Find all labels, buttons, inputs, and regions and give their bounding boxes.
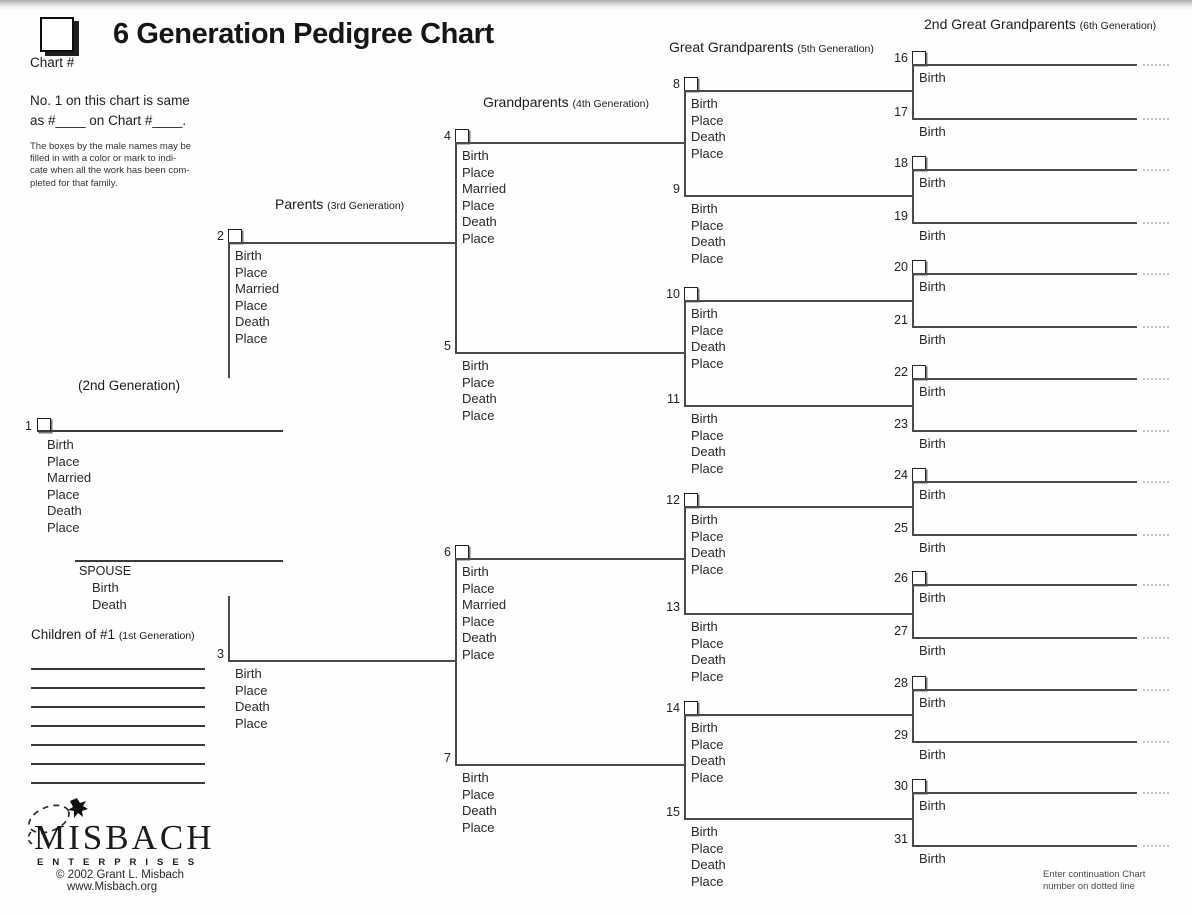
male-box-note [30,141,191,190]
ancestor-connector-line [912,65,914,119]
field-label: Place [462,197,495,213]
field-label: Birth [919,332,946,347]
field-label: Birth [462,770,489,785]
field-label: Birth [919,228,946,243]
person-24-checkbox[interactable] [912,468,926,482]
person-5-name-line[interactable] [455,352,684,354]
field-label: Birth [919,384,946,399]
person-20-continuation-dotted-line[interactable] [1143,273,1169,275]
person-15-name-line[interactable] [684,818,912,820]
field-label: Birth [691,306,718,321]
ancestor-connector-line [912,793,914,846]
person-31-fields [919,851,946,868]
person-9-number: 9 [673,182,680,196]
person-14-name-line[interactable] [684,714,912,716]
field-label: Place [691,561,724,577]
person-4-number: 4 [444,129,451,143]
field-label: Birth [235,666,262,681]
field-label: Death [691,545,726,561]
person-11-name-line[interactable] [684,405,912,407]
chart-number-label: Chart # [30,55,75,70]
person-5-number: 5 [444,339,451,353]
male-box-note-line: cate when all the work has been com- [30,165,190,177]
field-label: Death [691,444,726,460]
child-entry-line-1[interactable] [31,668,205,670]
person-14-checkbox[interactable] [684,701,698,715]
person-16-number: 16 [894,51,908,65]
ancestor-connector-line [684,301,686,406]
field-label: Place [47,486,80,502]
field-label: Place [47,519,80,535]
person-16-continuation-dotted-line[interactable] [1143,64,1169,66]
field-label: Birth [462,358,489,373]
person-29-number: 29 [894,728,908,742]
person-4-name-line[interactable] [455,142,684,144]
person-3-name-line[interactable] [228,660,455,662]
person-31-continuation-dotted-line[interactable] [1143,845,1169,847]
field-label: Death [92,596,127,612]
person-13-name-line[interactable] [684,613,912,615]
person-4-checkbox[interactable] [455,129,469,143]
person-22-continuation-dotted-line[interactable] [1143,378,1169,380]
field-label: Place [691,840,724,856]
field-label: Married [462,181,507,197]
person-16-name-line[interactable] [912,64,1137,66]
person-16-checkbox[interactable] [912,51,926,65]
person-22-fields [919,384,946,401]
ancestor-connector-line [912,274,914,327]
field-label: Married [235,281,280,297]
person-22-number: 22 [894,365,908,379]
person-20-checkbox[interactable] [912,260,926,274]
ancestor-connector-line [455,559,457,765]
person-15-fields [691,824,726,890]
field-label: Place [235,264,268,280]
continuation-note-line: number on dotted line [1043,880,1135,892]
header-grandparents: Grandparents (4th Generation) [483,94,649,110]
field-label: Place [47,453,80,469]
person-21-name-line[interactable] [912,326,1137,328]
person-19-number: 19 [894,209,908,223]
person-28-number: 28 [894,676,908,690]
person-20-name-line[interactable] [912,273,1137,275]
field-label: Place [691,322,724,338]
field-label: Death [462,803,497,819]
same-as-note-line2: as #____ on Chart #____. [30,112,187,128]
person-17-continuation-dotted-line[interactable] [1143,118,1169,120]
person-18-checkbox[interactable] [912,156,926,170]
field-label: Death [462,214,497,230]
person-31-name-line[interactable] [912,845,1137,847]
field-label: Place [235,297,268,313]
person-14-fields [691,720,726,786]
person-30-name-line[interactable] [912,792,1137,794]
field-label: Birth [919,851,946,866]
field-label: Birth [691,96,718,111]
person-4-fields [462,148,506,248]
person-12-name-line[interactable] [684,506,912,508]
field-label: Place [462,786,495,802]
person-26-name-line[interactable] [912,584,1137,586]
person-24-continuation-dotted-line[interactable] [1143,481,1169,483]
person-15-number: 15 [666,805,680,819]
person-11-number: 11 [667,392,680,406]
child-entry-line-2[interactable] [31,687,205,689]
person-18-fields [919,175,946,192]
field-label: Birth [919,175,946,190]
person-20-fields [919,279,946,296]
field-label: Death [691,339,726,355]
same-as-note-line1: No. 1 on this chart is same [30,93,190,108]
person-30-checkbox[interactable] [912,779,926,793]
field-label: Birth [462,564,489,579]
ancestor-connector-line [684,507,686,614]
continuation-note-line: Enter continuation Chart [1043,869,1146,880]
person-25-continuation-dotted-line[interactable] [1143,534,1169,536]
spouse-fields [92,580,127,613]
field-label: Place [462,819,495,835]
person-26-checkbox[interactable] [912,571,926,585]
field-label: Place [235,715,268,731]
field-label: Birth [92,580,119,595]
person-29-fields [919,747,946,764]
person-2-checkbox[interactable] [228,229,242,243]
field-label: Place [691,528,724,544]
person-13-number: 13 [666,600,680,614]
person-9-name-line[interactable] [684,195,912,197]
field-label: Place [691,217,724,233]
header-great-grandparents: Great Grandparents (5th Generation) [669,39,874,55]
field-label: Death [691,234,726,250]
field-label: Death [691,857,726,873]
field-label: Place [691,145,724,161]
child-entry-line-7[interactable] [31,782,205,784]
ancestor-connector-line [228,596,230,661]
chart-number-box[interactable] [40,17,74,52]
field-label: Death [235,699,270,715]
children-title: Children of #1 (1st Generation) [31,627,195,642]
person-27-number: 27 [894,624,908,638]
person-8-fields [691,96,726,162]
person-5-fields [462,358,497,424]
person-18-continuation-dotted-line[interactable] [1143,169,1169,171]
logo-website: www.Misbach.org [67,881,158,893]
field-label: Birth [691,512,718,527]
person-3-fields [235,666,270,732]
person-30-continuation-dotted-line[interactable] [1143,792,1169,794]
spouse-name-line[interactable] [75,560,283,562]
person-2-fields [235,248,279,348]
field-label: Place [691,427,724,443]
field-label: Birth [691,201,718,216]
person-26-continuation-dotted-line[interactable] [1143,584,1169,586]
person-2-name-line[interactable] [228,242,455,244]
ancestor-connector-line [684,715,686,819]
person-24-fields [919,487,946,504]
person-18-number: 18 [894,156,908,170]
male-box-note-line: The boxes by the male names may be [30,141,192,152]
person-2-number: 2 [217,229,224,243]
field-label: Place [691,460,724,476]
field-label: Birth [462,148,489,163]
field-label: Birth [919,540,946,555]
person-22-name-line[interactable] [912,378,1137,380]
person-21-continuation-dotted-line[interactable] [1143,326,1169,328]
child-entry-line-6[interactable] [31,763,205,765]
ancestor-connector-line [912,170,914,223]
person-30-fields [919,798,946,815]
person-26-fields [919,590,946,607]
field-label: Place [691,112,724,128]
person-28-fields [919,695,946,712]
field-label: Birth [691,824,718,839]
field-label: Place [235,330,268,346]
continuation-note [1043,869,1145,893]
field-label: Place [691,736,724,752]
field-label: Place [691,668,724,684]
person-10-number: 10 [666,287,680,301]
field-label: Birth [919,695,946,710]
person-20-number: 20 [894,260,908,274]
logo-name: MISBACH [34,818,215,857]
person-8-checkbox[interactable] [684,77,698,91]
person-3-number: 3 [217,647,224,661]
field-label: Death [691,753,726,769]
person-12-checkbox[interactable] [684,493,698,507]
person-28-continuation-dotted-line[interactable] [1143,689,1169,691]
spouse-label: SPOUSE [79,564,132,578]
field-label: Birth [919,279,946,294]
person-16-fields [919,70,946,87]
field-label: Death [691,129,726,145]
person-10-fields [691,306,726,372]
person-1-fields [47,437,91,537]
ancestor-connector-line [455,143,457,353]
person-24-number: 24 [894,468,908,482]
header-2nd-great-grandparents: 2nd Great Grandparents (6th Generation) [924,16,1157,32]
ancestor-connector-line [912,379,914,431]
field-label: Birth [691,720,718,735]
child-entry-line-3[interactable] [31,706,205,708]
person-28-checkbox[interactable] [912,676,926,690]
person-1-number: 1 [25,419,32,433]
field-label: Birth [47,437,74,452]
field-label: Birth [919,643,946,658]
person-7-number: 7 [444,751,451,765]
person-23-continuation-dotted-line[interactable] [1143,430,1169,432]
field-label: Place [462,580,495,596]
person-21-fields [919,332,946,349]
child-entry-line-4[interactable] [31,725,205,727]
field-label: Birth [919,70,946,85]
person-19-continuation-dotted-line[interactable] [1143,222,1169,224]
person-26-number: 26 [894,571,908,585]
person-6-checkbox[interactable] [455,545,469,559]
field-label: Place [691,873,724,889]
person-27-fields [919,643,946,660]
same-as-note [30,91,190,130]
ancestor-connector-line [912,482,914,535]
field-label: Death [47,503,82,519]
person-30-number: 30 [894,779,908,793]
person-27-continuation-dotted-line[interactable] [1143,637,1169,639]
field-label: Place [462,230,495,246]
field-label: Birth [919,487,946,502]
person-28-name-line[interactable] [912,689,1137,691]
person-6-name-line[interactable] [455,558,684,560]
person-1-name-line[interactable] [37,430,283,432]
field-label: Place [691,635,724,651]
person-12-number: 12 [666,493,680,507]
person-7-fields [462,770,497,836]
field-label: Place [235,682,268,698]
person-23-number: 23 [894,417,908,431]
child-entry-line-5[interactable] [31,744,205,746]
person-9-fields [691,201,726,267]
field-label: Death [462,391,497,407]
field-label: Married [462,597,507,613]
page-title: 6 Generation Pedigree Chart [113,18,494,50]
ancestor-connector-line [912,585,914,638]
field-label: Married [47,470,92,486]
person-10-name-line[interactable] [684,300,912,302]
person-8-name-line[interactable] [684,90,912,92]
person-18-name-line[interactable] [912,169,1137,171]
ancestor-connector-line [912,690,914,742]
field-label: Birth [919,436,946,451]
field-label: Place [691,355,724,371]
field-label: Birth [919,124,946,139]
person-27-name-line[interactable] [912,637,1137,639]
ancestor-connector-line [228,243,230,378]
person-31-number: 31 [894,832,908,846]
logo-copyright: © 2002 Grant L. Misbach [56,869,185,881]
field-label: Place [462,407,495,423]
field-label: Birth [691,411,718,426]
person-24-name-line[interactable] [912,481,1137,483]
field-label: Death [235,314,270,330]
person-17-number: 17 [894,105,908,119]
field-label: Death [462,630,497,646]
person-17-name-line[interactable] [912,118,1137,120]
person-8-number: 8 [673,77,680,91]
person-10-checkbox[interactable] [684,287,698,301]
field-label: Birth [919,747,946,762]
person-19-fields [919,228,946,245]
logo-subtitle: ENTERPRISES [37,857,204,868]
person-11-fields [691,411,726,477]
male-box-note-line: pleted for that family. [30,177,118,189]
field-label: Birth [919,798,946,813]
person-29-continuation-dotted-line[interactable] [1143,741,1169,743]
person-12-fields [691,512,726,578]
field-label: Place [462,164,495,180]
header-2nd-generation: (2nd Generation) [78,378,181,393]
field-label: Place [462,646,495,662]
person-25-number: 25 [894,521,908,535]
person-6-number: 6 [444,545,451,559]
person-19-name-line[interactable] [912,222,1137,224]
field-label: Death [691,652,726,668]
person-7-name-line[interactable] [455,764,684,766]
field-label: Place [462,374,495,390]
person-22-checkbox[interactable] [912,365,926,379]
person-13-fields [691,619,726,685]
person-25-fields [919,540,946,557]
header-parents: Parents (3rd Generation) [275,196,405,212]
field-label: Birth [919,590,946,605]
person-23-fields [919,436,946,453]
field-label: Place [691,769,724,785]
field-label: Birth [235,248,262,263]
person-14-number: 14 [666,701,680,715]
ancestor-connector-line [684,91,686,196]
field-label: Place [462,613,495,629]
person-29-name-line[interactable] [912,741,1137,743]
person-25-name-line[interactable] [912,534,1137,536]
field-label: Birth [691,619,718,634]
person-17-fields [919,124,946,141]
field-label: Place [691,250,724,266]
male-box-note-line: filled in with a color or mark to indi- [30,153,177,165]
page-top-edge-shadow [0,0,1192,10]
person-21-number: 21 [894,313,908,327]
person-23-name-line[interactable] [912,430,1137,432]
person-6-fields [462,564,506,664]
